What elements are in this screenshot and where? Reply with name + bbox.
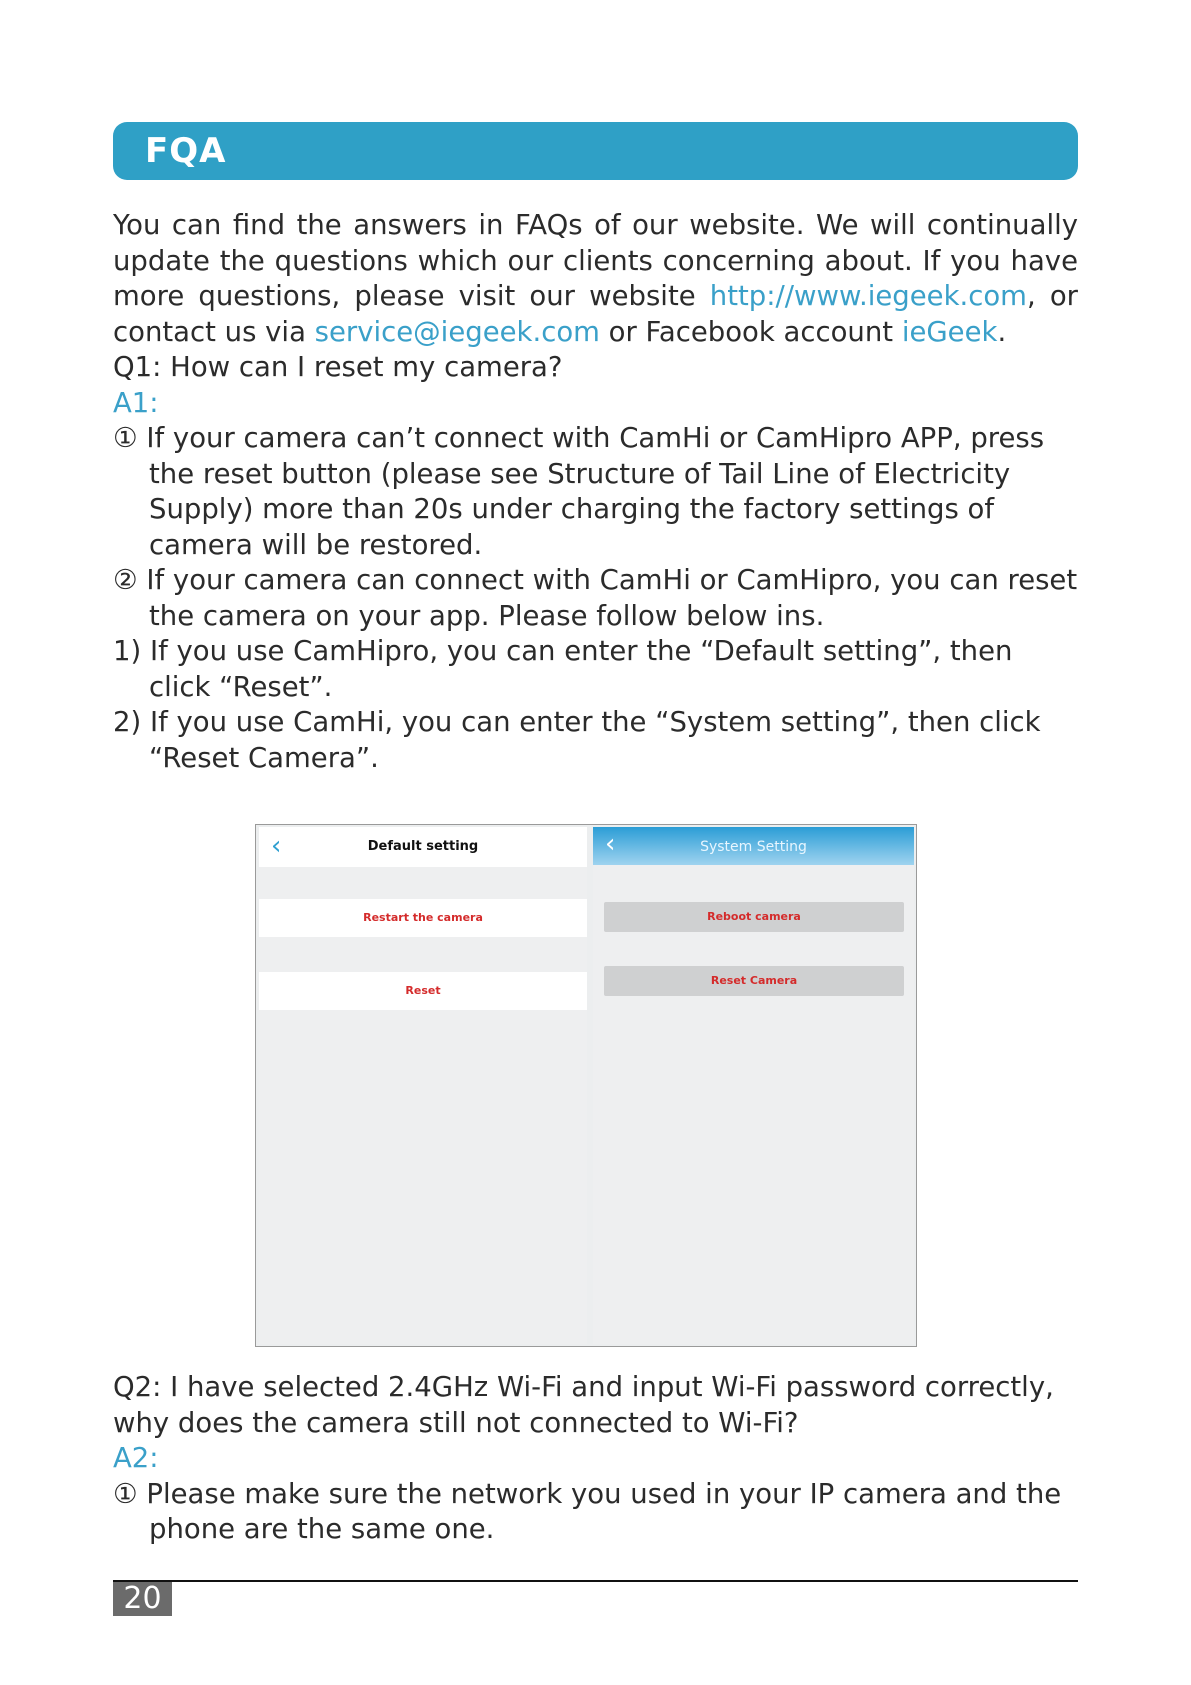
restart-camera-row[interactable]: Restart the camera xyxy=(259,899,587,937)
q2-answer-label: A2: xyxy=(113,1442,159,1474)
website-link[interactable]: http://www.iegeek.com xyxy=(709,280,1027,312)
faq-part-2 xyxy=(113,1370,1078,1548)
intro-text-3: or Facebook account xyxy=(599,315,902,348)
intro-text-1: You can find the answers in FAQs of our website. We will continually update the questions which our clients concerning about. If you have more questions, please visit our website xyxy=(113,209,1078,312)
intro-text-2: , or contact us via xyxy=(113,280,1078,348)
reset-row[interactable]: Reset xyxy=(259,972,587,1010)
reset-camera-button[interactable]: Reset Camera xyxy=(604,966,904,996)
footer-divider xyxy=(113,1580,1078,1582)
email-link[interactable]: service@iegeek.com xyxy=(314,315,600,348)
q1-answer-item-3: 1) If you use CamHipro, you can enter the “Default setting”, then click “Reset”. xyxy=(113,635,1013,703)
q2-question: Q2: I have selected 2.4GHz Wi-Fi and input Wi-Fi password correctly, why does the camera still not connected to Wi-Fi? xyxy=(113,1371,1054,1439)
q1-answer-label: A1: xyxy=(113,386,159,419)
app-screenshots xyxy=(255,824,917,1347)
system-setting-title: System Setting xyxy=(700,839,807,855)
q1-answer-item-4: 2) If you use CamHi, you can enter the “System setting”, then click “Reset Camera”. xyxy=(113,706,1041,774)
default-setting-screen xyxy=(259,827,587,1344)
system-setting-header xyxy=(593,827,914,865)
q1-answer-item-2: ② If your camera can connect with CamHi or CamHipro, you can reset the camera on your app. Please follow below ins. xyxy=(113,564,1078,632)
system-setting-screen xyxy=(593,827,914,1344)
intro-text-4: . xyxy=(997,315,1007,348)
intro-paragraph xyxy=(113,208,1078,350)
default-setting-header xyxy=(259,827,587,867)
faq-part-1 xyxy=(113,208,1078,776)
facebook-link[interactable]: ieGeek xyxy=(901,315,998,348)
default-setting-title: Default setting xyxy=(367,839,479,854)
page-number: 20 xyxy=(113,1582,172,1616)
q1-question: Q1: How can I reset my camera? xyxy=(113,351,563,383)
chevron-left-icon[interactable]: ‹ xyxy=(605,829,616,859)
section-banner xyxy=(113,122,1078,180)
section-title: FQA xyxy=(145,131,227,171)
chevron-left-icon[interactable]: ‹ xyxy=(271,831,282,861)
reboot-camera-button[interactable]: Reboot camera xyxy=(604,902,904,932)
q2-answer-item-1: ① Please make sure the network you used in your IP camera and the phone are the same one. xyxy=(113,1477,1062,1545)
q1-answer-item-1: ① If your camera can’t connect with CamHi or CamHipro APP, press the reset button (please see Structure of Tail Line of Electricity Supply) more than 20s under charging the factory settings of camera will be restored. xyxy=(113,422,1045,561)
